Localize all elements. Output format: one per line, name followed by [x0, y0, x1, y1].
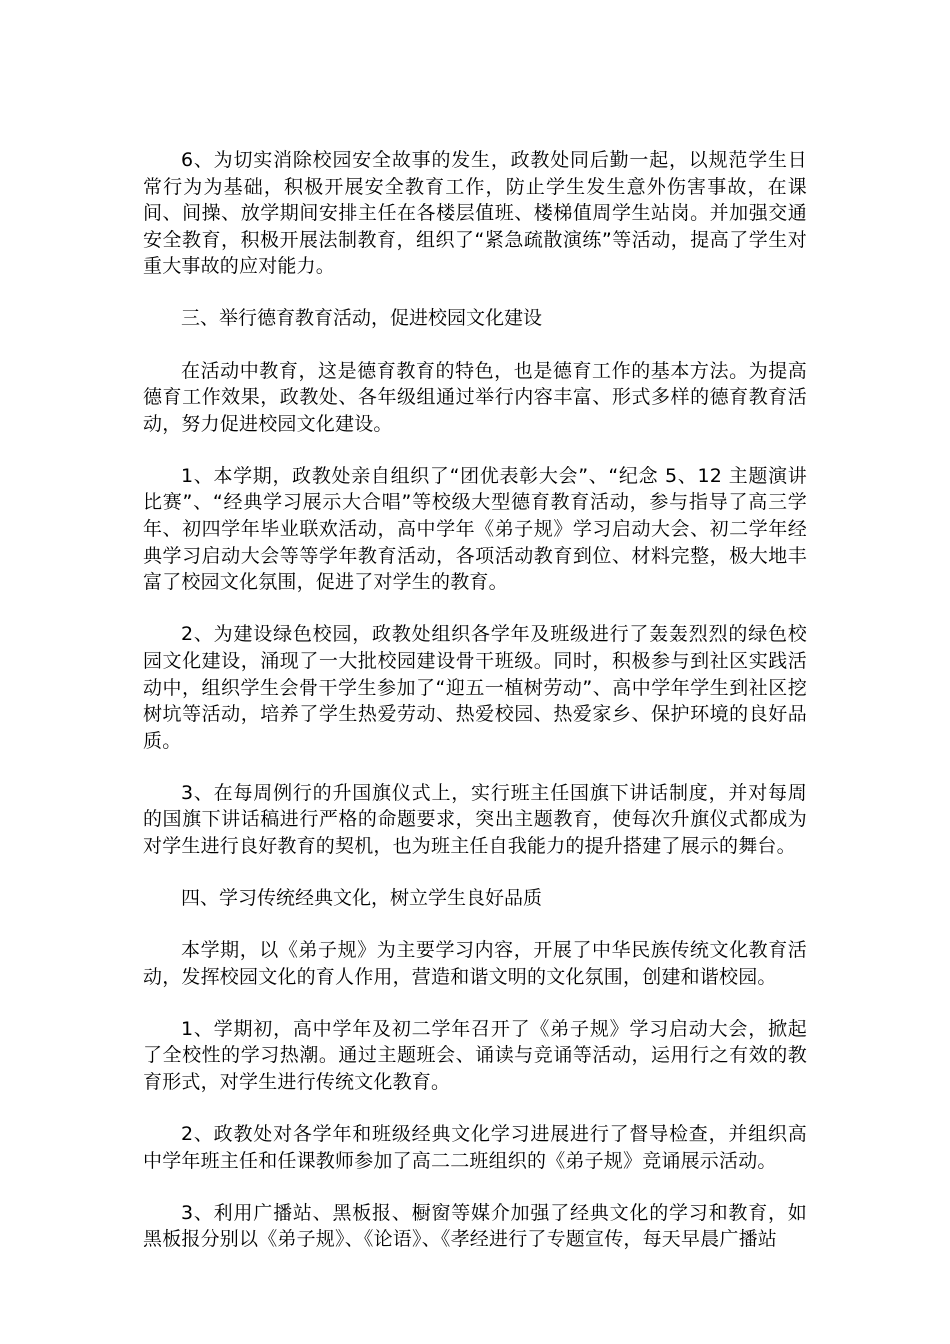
paragraph-activity-education: 在活动中教育，这是德育教育的特色，也是德育工作的基本方法。为提高德育工作效果，政教处、各年级组通过举行内容丰富、形式多样的德育教育活动，努力促进校园文化建设。 — [143, 359, 807, 435]
paragraph-safety-education: 6、为切实消除校园安全故事的发生，政教处同后勤一起，以规范学生日常行为为基础，积极开展安全教育工作，防止学生发生意外伤害事故，在课间、间操、放学期间安排主任在各楼层值班、楼梯值周学生站岗。并加强交通安全教育，积极开展法制教育，组织了“紧急疏散演练”等活动，提高了学生对重大事故的应对能力。 — [143, 149, 807, 278]
paragraph-media-promotion: 3、利用广播站、黑板报、橱窗等媒介加强了经典文化的学习和教育，如黑板报分别以《弟子规》、《论语》、《孝经进行了专题宣传，每天早晨广播站 — [143, 1201, 807, 1251]
paragraph-dizigui-study: 本学期，以《弟子规》为主要学习内容，开展了中华民族传统文化教育活动，发挥校园文化的育人作用，营造和谐文明的文化氛围，创建和谐校园。 — [143, 939, 807, 988]
section-heading-traditional-culture: 四、学习传统经典文化，树立学生良好品质 — [181, 887, 543, 910]
paragraph-green-campus: 2、为建设绿色校园，政教处组织各学年及班级进行了轰轰烈烈的绿色校园文化建设，涌现了一大批校园建设骨干班级。同时，积极参与到社区实践活动中，组织学生会骨干学生参加了“迎五一植树劳动”、高中学年学生到社区挖树坑等活动，培养了学生热爱劳动、热爱校园、热爱家乡、保护环境的良好品质。 — [143, 623, 807, 752]
paragraph-school-events: 1、本学期，政教处亲自组织了“团优表彰大会”、“纪念 5、12 主题演讲比赛”、“经典学习展示大合唱”等校级大型德育教育活动，参与指导了高三学年、初四学年毕业联欢活动，高中学年《弟子规》学习启动大会、初二学年经典学习启动大会等等学年教育活动，各项活动教育到位、材料完整，极大地丰富了校园文化氛围，促进了对学生的教育。 — [143, 464, 807, 594]
paragraph-supervision: 2、政教处对各学年和班级经典文化学习进展进行了督导检查，并组织高中学年班主任和任课教师参加了高二二班组织的《弟子规》竞诵展示活动。 — [143, 1123, 807, 1172]
section-heading-moral-education: 三、举行德育教育活动，促进校园文化建设 — [181, 307, 543, 330]
paragraph-flag-ceremony: 3、在每周例行的升国旗仪式上，实行班主任国旗下讲话制度，并对每周的国旗下讲话稿进行严格的命题要求，突出主题教育，使每次升旗仪式都成为对学生进行良好教育的契机，也为班主任自我能力的提升搭建了展示的舞台。 — [143, 781, 807, 857]
document-body — [143, 147, 807, 1279]
paragraph-kickoff-meeting: 1、学期初，高中学年及初二学年召开了《弟子规》学习启动大会，掀起了全校性的学习热潮。通过主题班会、诵读与竞诵等活动，运用行之有效的教育形式，对学生进行传统文化教育。 — [143, 1017, 807, 1094]
